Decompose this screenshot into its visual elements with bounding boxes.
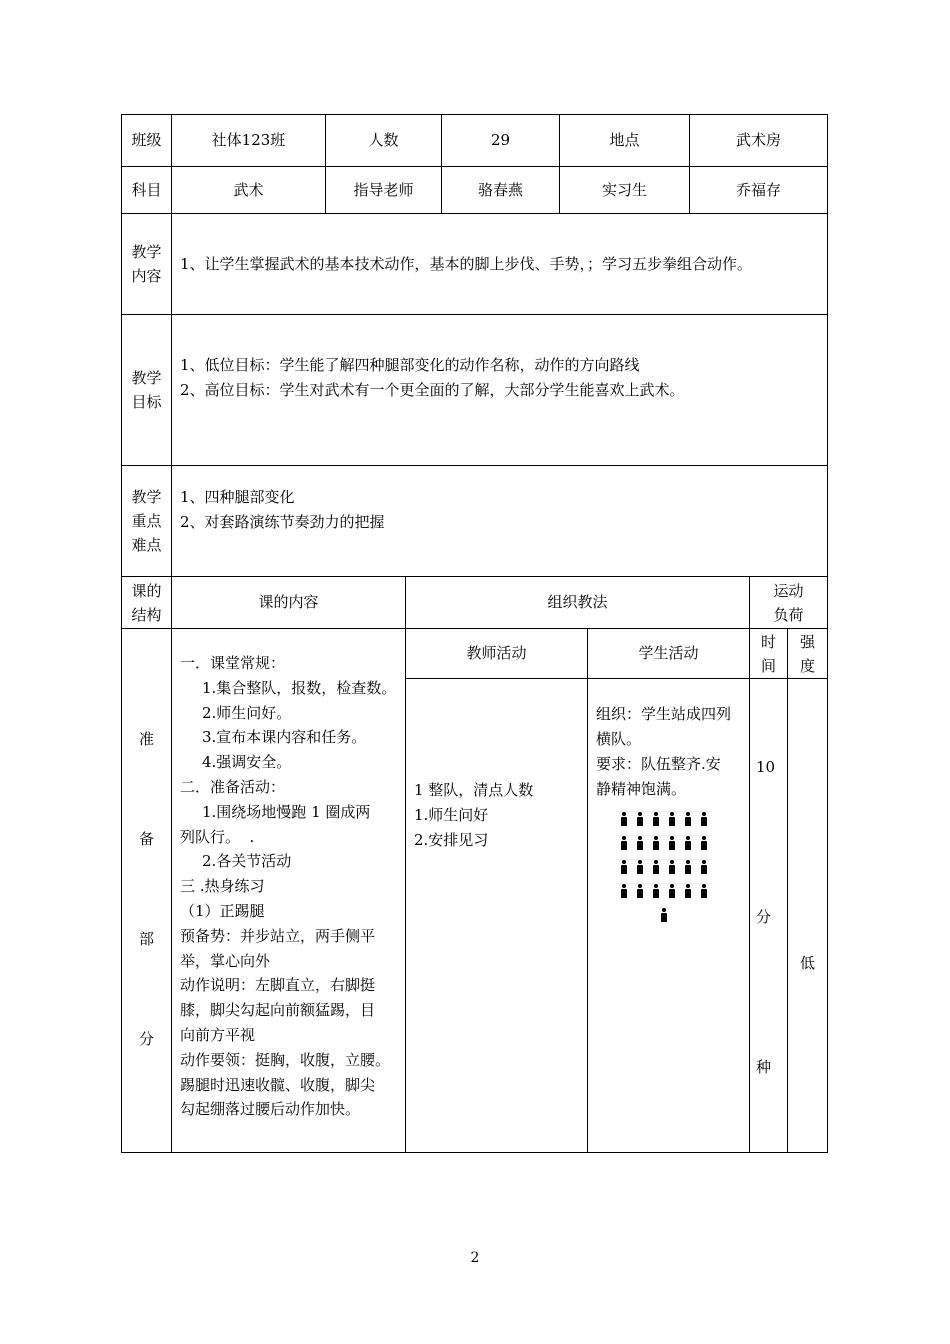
prep-section-char: 部	[138, 930, 154, 948]
formation-row	[588, 881, 739, 905]
prep-content-line: 踢腿时迅速收髋、收腹，脚尖	[180, 1075, 376, 1094]
prep-content-line: 一．课堂常规：	[180, 654, 286, 672]
time-value: 10	[756, 758, 776, 776]
keypoint-line: 2、对套路演练节奏劲力的把握	[180, 513, 385, 531]
intensity-header-1: 强	[799, 632, 815, 651]
goals-label-1: 教学	[131, 369, 162, 387]
student-formation	[588, 809, 749, 929]
place-value: 武术房	[690, 115, 828, 167]
student-activity-cell	[588, 679, 750, 1153]
student-icon	[685, 812, 691, 826]
keypoint-line: 1、四种腿部变化	[180, 488, 295, 506]
content-label-2: 内容	[131, 267, 162, 285]
teacher-activity-line: 1.师生问好	[414, 806, 489, 824]
prep-content-line: 1.围绕场地慢跑 1 圈成两	[202, 802, 371, 821]
student-icon	[621, 836, 627, 850]
teacher-activity-line: 1 整队，清点人数	[414, 781, 534, 799]
student-icon	[637, 836, 643, 850]
keypoints-text	[172, 466, 828, 577]
prep-content-line: 动作说明：左脚直立，右脚挺	[180, 976, 376, 995]
formation-row	[588, 905, 739, 929]
student-activity-line: 要求：队伍整齐.安	[596, 755, 721, 773]
keypoints-label-2: 重点	[131, 512, 162, 530]
prep-content-cell	[172, 629, 406, 1153]
prep-content-line: 2.师生问好。	[202, 703, 292, 722]
structure-label-1: 课的	[131, 581, 162, 600]
time-values	[750, 755, 787, 1080]
student-icon	[637, 812, 643, 826]
student-icon	[637, 884, 643, 898]
keypoints-label	[122, 466, 172, 577]
goals-text	[172, 315, 828, 466]
class-label: 班级	[122, 115, 172, 167]
goal-line: 2、高位目标：学生对武术有一个更全面的了解，大部分学生能喜欢上武术。	[180, 381, 685, 399]
student-icon	[621, 884, 627, 898]
content-label	[122, 214, 172, 315]
prep-content-line: 列队行。 .	[180, 827, 255, 846]
goals-label-2: 目标	[131, 393, 162, 411]
student-icon	[653, 884, 659, 898]
prep-content-line: 1.集合整队，报数，检查数。	[202, 678, 397, 697]
prep-content-line: 动作要领：挺胸，收腹，立腰。	[180, 1050, 391, 1069]
lesson-content-header: 课的内容	[172, 577, 406, 629]
prep-content-line: 勾起绷落过腰后动作加快。	[180, 1100, 361, 1119]
prep-section-char: 准	[138, 730, 154, 748]
keypoints-label-1: 教学	[131, 488, 162, 506]
prep-content-line: 预备势：并步站立，两手侧平	[180, 926, 376, 945]
student-icon	[685, 884, 691, 898]
prep-section-char: 分	[138, 1030, 154, 1048]
prep-section-char: 备	[138, 830, 154, 848]
time-cell	[750, 679, 788, 1153]
student-icon	[669, 836, 675, 850]
time-header-1: 时	[760, 632, 776, 651]
prep-content-line: 三 .热身练习	[180, 877, 265, 896]
count-label: 人数	[326, 115, 442, 167]
student-icon	[653, 860, 659, 874]
formation-row	[588, 857, 739, 881]
keypoints-label-3: 难点	[131, 536, 162, 554]
intern-label: 实习生	[560, 167, 690, 214]
goals-label	[122, 315, 172, 466]
prep-content-line: 二．准备活动：	[180, 777, 286, 796]
time-header-2: 间	[760, 656, 776, 675]
place-label: 地点	[560, 115, 690, 167]
intensity-cell	[788, 679, 828, 1153]
subject-value: 武术	[172, 167, 326, 214]
formation-row	[588, 809, 739, 833]
teacher-activity-cell	[406, 679, 588, 1153]
student-icon	[669, 884, 675, 898]
student-icon	[701, 860, 707, 874]
prep-content-lines	[172, 629, 405, 1122]
student-icon	[653, 836, 659, 850]
student-icon	[637, 860, 643, 874]
time-value: 种	[756, 1058, 772, 1076]
structure-label-2: 结构	[131, 605, 162, 624]
page-number: 2	[470, 1250, 480, 1266]
prep-content-line: （1）正踢腿	[180, 901, 265, 920]
student-icon	[621, 860, 627, 874]
lesson-info-table	[121, 114, 828, 577]
prep-content-line: 举，掌心向外	[180, 951, 271, 970]
student-activity-line: 组织：学生站成四列	[596, 705, 732, 723]
teacher-activity-lines	[406, 679, 587, 853]
prep-content-line: 4.强调安全。	[202, 753, 292, 772]
prep-content-line: 向前方平视	[180, 1025, 256, 1044]
time-header	[750, 629, 788, 679]
student-icon	[669, 812, 675, 826]
student-icon	[621, 812, 627, 826]
student-icon	[653, 812, 659, 826]
teacher-value: 骆春燕	[442, 167, 560, 214]
teacher-activity-line: 2.安排见习	[414, 831, 489, 849]
prep-content-line: 3.宣布本课内容和任务。	[202, 728, 367, 747]
content-text: 1、让学生掌握武术的基本技术动作，基本的脚上步伐、手势，；学习五步拳组合动作。	[172, 214, 828, 315]
student-icon	[701, 884, 707, 898]
student-icon	[661, 908, 667, 922]
student-icon	[685, 836, 691, 850]
load-header-2: 负荷	[773, 605, 804, 624]
student-activity-header: 学生活动	[588, 629, 750, 679]
prep-section-chars	[122, 727, 171, 1052]
intern-value: 乔福存	[690, 167, 828, 214]
teacher-label: 指导老师	[326, 167, 442, 214]
structure-header-table	[121, 576, 828, 629]
teacher-activity-header: 教师活动	[406, 629, 588, 679]
time-value: 分	[756, 908, 772, 926]
content-label-1: 教学	[131, 243, 162, 261]
subject-label: 科目	[122, 167, 172, 214]
goal-line: 1、低位目标：学生能了解四种腿部变化的动作名称，动作的方向路线	[180, 356, 640, 374]
intensity-header	[788, 629, 828, 679]
intensity-value: 低	[799, 954, 815, 972]
count-value: 29	[442, 115, 560, 167]
student-icon	[701, 836, 707, 850]
student-icon	[685, 860, 691, 874]
prep-section-label	[122, 629, 172, 1153]
student-activity-line: 静精神饱满。	[596, 780, 687, 798]
prep-section-table	[121, 628, 828, 1153]
student-activity-lines	[588, 679, 749, 802]
load-header	[750, 577, 828, 629]
student-activity-line: 横队。	[596, 730, 642, 748]
intensity-header-2: 度	[799, 656, 815, 675]
student-icon	[669, 860, 675, 874]
formation-row	[588, 833, 739, 857]
prep-content-line: 膝，脚尖勾起向前额猛踢，目	[180, 1001, 376, 1020]
organization-header: 组织教法	[406, 577, 750, 629]
class-value: 社体123班	[172, 115, 326, 167]
student-icon	[701, 812, 707, 826]
structure-label	[122, 577, 172, 629]
load-header-1: 运动	[773, 581, 804, 600]
prep-content-line: 2.各关节活动	[202, 852, 292, 871]
